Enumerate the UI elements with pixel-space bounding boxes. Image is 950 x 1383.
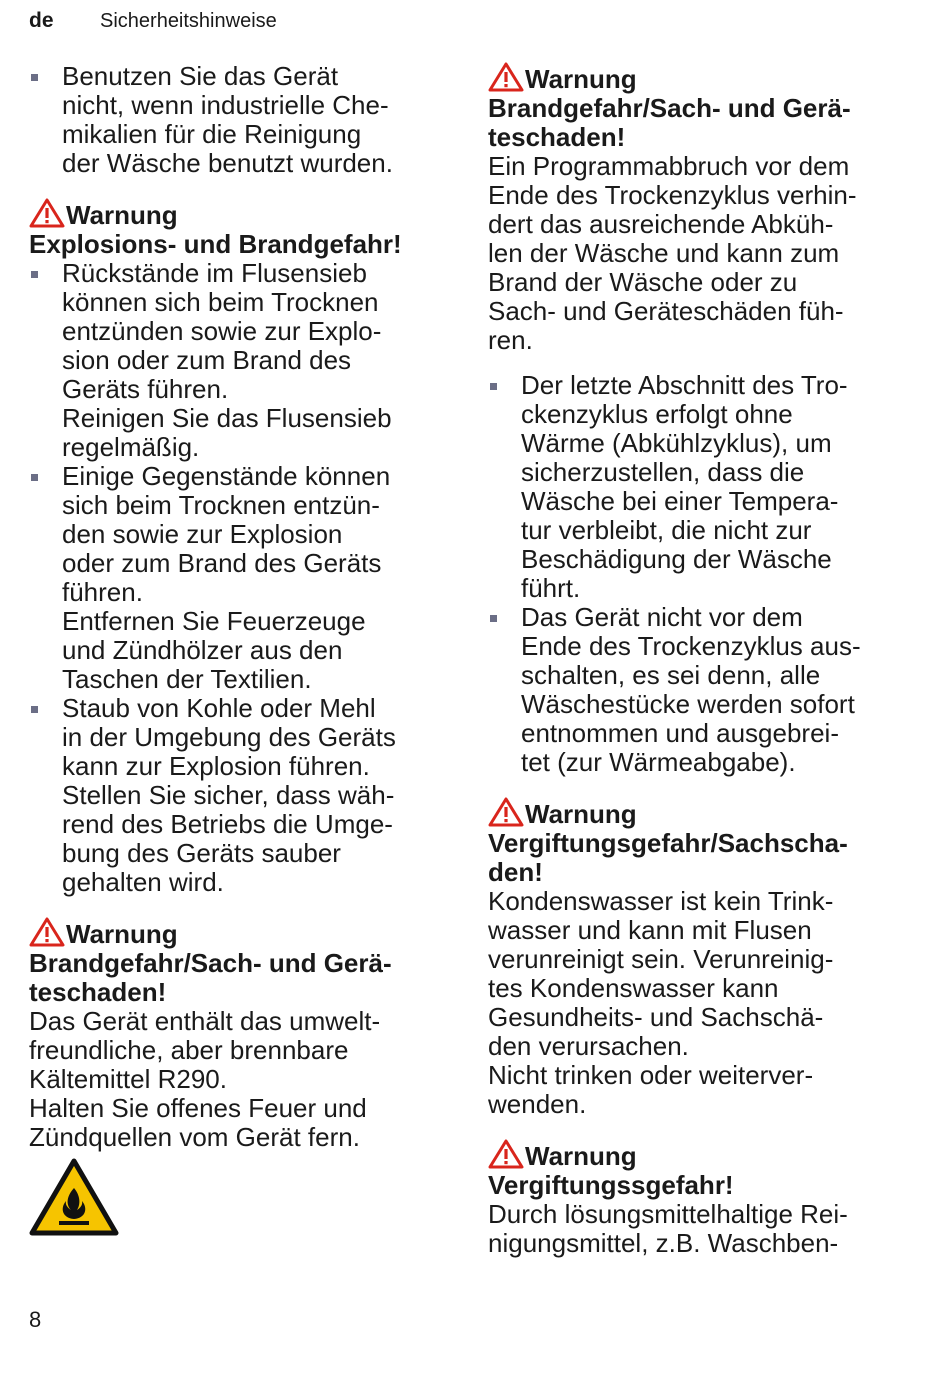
text-line: bung des Geräts sauber: [62, 838, 341, 868]
text-line: Gesundheits- und Sachschä-: [488, 1002, 824, 1032]
text-line: Taschen der Textilien.: [62, 664, 312, 694]
warning-body: [29, 1007, 459, 1152]
text-line: führen.: [62, 577, 143, 607]
warning-solvents: [488, 1139, 918, 1258]
text-line: teschaden!: [488, 122, 626, 152]
text-line: dert das ausreichende Abküh-: [488, 209, 834, 239]
text-line: sicherzustellen, dass die: [521, 457, 805, 487]
text-line: Nicht trinken oder weiterver-: [488, 1060, 814, 1090]
text-line: Vergiftungsgefahr/Sachscha-: [488, 828, 848, 858]
warning-explosion: [29, 198, 459, 897]
text-line: Kältemittel R290.: [29, 1064, 227, 1094]
text-line: Wärme (Abkühlzyklus), um: [521, 428, 832, 458]
warning-body: [488, 887, 918, 1119]
text-line: und Zündhölzer aus den: [62, 635, 343, 665]
left-column: [29, 62, 459, 1236]
text-line: Reinigen Sie das Flusensieb: [62, 403, 392, 433]
warning-body: [488, 152, 918, 355]
text-line: den verursachen.: [488, 1031, 689, 1061]
warning-label: Warnung: [525, 1141, 637, 1171]
header-language: de: [29, 9, 54, 32]
warning-refrigerant: [29, 917, 459, 1236]
text-line: Beschädigung der Wäsche: [521, 544, 832, 574]
text-line: in der Umgebung des Geräts: [62, 722, 396, 752]
text-line: Durch lösungsmittelhaltige Rei-: [488, 1199, 848, 1229]
warning-body: [488, 1200, 918, 1258]
text-line: Geräts führen.: [62, 374, 229, 404]
text-line: sich beim Trocknen entzün-: [62, 490, 380, 520]
warning-triangle-icon: [488, 1139, 524, 1169]
warning-subtitle: [29, 949, 459, 1007]
warning-triangle-icon: [488, 797, 524, 827]
text-line: Einige Gegenstände können: [62, 461, 391, 491]
warning-heading: [29, 198, 459, 230]
text-line: entnommen und ausgebrei-: [521, 718, 839, 748]
warning-condensate: [488, 797, 918, 1119]
text-line: Rückstände im Flusensieb: [62, 258, 367, 288]
text-line: Benutzen Sie das Gerät: [62, 61, 339, 91]
warning-subtitle: [29, 230, 459, 259]
text-line: nicht, wenn industrielle Che-: [62, 90, 389, 120]
header-section-title: Sicherheitshinweise: [100, 10, 277, 32]
text-line: teschaden!: [29, 977, 167, 1007]
text-line: verunreinigt sein. Verunreinig-: [488, 944, 834, 974]
text-line: gehalten wird.: [62, 867, 224, 897]
warning-label: Warnung: [525, 64, 637, 94]
text-line: ckenzyklus erfolgt ohne: [521, 399, 793, 429]
bullet-square-icon: [490, 615, 497, 622]
list-item: [29, 462, 459, 694]
warning-subtitle: [488, 1171, 918, 1200]
warning-subtitle: [488, 94, 918, 152]
warning-heading: [488, 1139, 918, 1171]
bullet-square-icon: [31, 74, 38, 81]
text-line: ren.: [488, 325, 533, 355]
text-line: schalten, es sei denn, alle: [521, 660, 821, 690]
warning-triangle-icon: [29, 198, 65, 228]
text-line: tur verbleibt, die nicht zur: [521, 515, 812, 545]
warning-heading: [29, 917, 459, 949]
text-line: Ende des Trockenzyklus verhin-: [488, 180, 857, 210]
right-column: [488, 62, 918, 1258]
list-item: [29, 259, 459, 462]
text-line: Vergiftungssgefahr!: [488, 1170, 734, 1200]
warning-triangle-icon: [29, 917, 65, 947]
text-line: führt.: [521, 573, 581, 603]
text-line: Der letzte Abschnitt des Tro-: [521, 370, 848, 400]
text-line: Explosions- und Brandgefahr!: [29, 229, 402, 259]
text-line: der Wäsche benutzt wurden.: [62, 148, 393, 178]
flammable-warning-sign-icon: [29, 1158, 119, 1236]
text-line: Staub von Kohle oder Mehl: [62, 693, 376, 723]
bullet-square-icon: [31, 706, 38, 713]
text-line: rend des Betriebs die Umge-: [62, 809, 393, 839]
intro-bullet: [29, 62, 459, 178]
text-line: regelmäßig.: [62, 432, 200, 462]
text-line: Kondenswasser ist kein Trink-: [488, 886, 834, 916]
bullet-square-icon: [490, 383, 497, 390]
text-line: sion oder zum Brand des: [62, 345, 352, 375]
text-line: len der Wäsche und kann zum: [488, 238, 840, 268]
text-line: Ende des Trockenzyklus aus-: [521, 631, 861, 661]
text-line: tet (zur Wärmeabgabe).: [521, 747, 796, 777]
warning-program-abort: [488, 62, 918, 777]
list-item: [488, 371, 918, 603]
text-line: wasser und kann mit Flusen: [488, 915, 812, 945]
warning-subtitle: [488, 829, 918, 887]
text-line: den sowie zur Explosion: [62, 519, 343, 549]
text-line: Brandgefahr/Sach- und Gerä-: [29, 948, 392, 978]
text-line: freundliche, aber brennbare: [29, 1035, 349, 1065]
text-line: mikalien für die Reinigung: [62, 119, 362, 149]
warning-heading: [488, 797, 918, 829]
text-line: Ein Programmabbruch vor dem: [488, 151, 850, 181]
text-line: Brand der Wäsche oder zu: [488, 267, 798, 297]
text-line: wenden.: [488, 1089, 587, 1119]
text-line: Das Gerät enthält das umwelt-: [29, 1006, 381, 1036]
warning-heading: [488, 62, 918, 94]
bullet-square-icon: [31, 474, 38, 481]
text-line: tes Kondenswasser kann: [488, 973, 779, 1003]
bullet-square-icon: [31, 271, 38, 278]
text-line: Zündquellen vom Gerät fern.: [29, 1122, 360, 1152]
text-line: Sach- und Geräteschäden füh-: [488, 296, 844, 326]
text-line: Wäschestücke werden sofort: [521, 689, 855, 719]
text-line: kann zur Explosion führen.: [62, 751, 370, 781]
text-line: Wäsche bei einer Tempera-: [521, 486, 839, 516]
text-line: nigungsmittel, z.B. Waschben-: [488, 1228, 839, 1258]
page-number: 8: [29, 1307, 42, 1332]
warning-label: Warnung: [66, 919, 178, 949]
text-line: oder zum Brand des Geräts: [62, 548, 382, 578]
warning-label: Warnung: [66, 200, 178, 230]
text-line: Halten Sie offenes Feuer und: [29, 1093, 367, 1123]
text-line: entzünden sowie zur Explo-: [62, 316, 382, 346]
text-line: Brandgefahr/Sach- und Gerä-: [488, 93, 851, 123]
text-line: Stellen Sie sicher, dass wäh-: [62, 780, 395, 810]
warning-triangle-icon: [488, 62, 524, 92]
text-line: den!: [488, 857, 543, 887]
text-line: können sich beim Trocknen: [62, 287, 379, 317]
list-item: [29, 694, 459, 897]
list-item: [488, 603, 918, 777]
warning-label: Warnung: [525, 799, 637, 829]
text-line: Das Gerät nicht vor dem: [521, 602, 803, 632]
text-line: Entfernen Sie Feuerzeuge: [62, 606, 366, 636]
